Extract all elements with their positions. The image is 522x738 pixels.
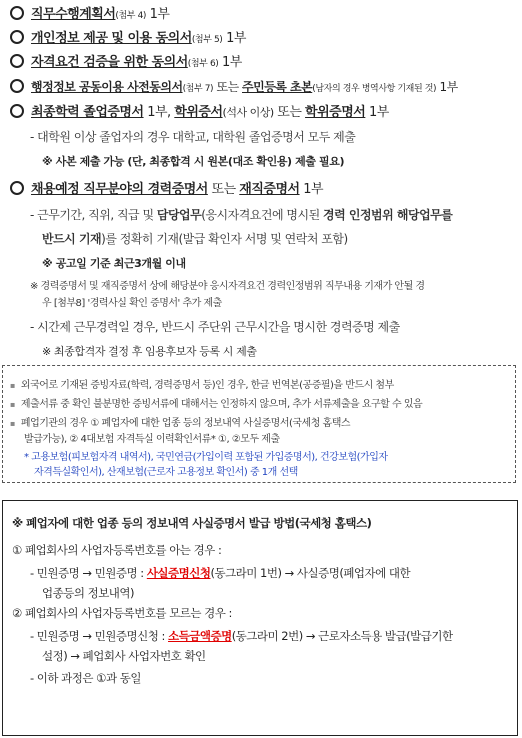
item-privacy-consent bbox=[10, 30, 246, 45]
text-bold: 경력 인정범위 해당업무를 bbox=[323, 208, 453, 222]
text-part: (동그라미 2번) → 근로자소득용 발급(발급기한 bbox=[231, 629, 453, 643]
highlight-text: 사실증명신청 bbox=[146, 566, 211, 580]
item-note-line1: ※ 경력증명서 및 재직증명서 상에 해당분야 응시자격요건 경력인정범위 직무내용 기재가 안될 경 bbox=[30, 281, 425, 292]
square-bullet-icon: ▪ bbox=[10, 419, 15, 428]
notice-text: 제출서류 중 확인 불분명한 증빙서류에 대해서는 인정하지 않으며, 추가 서류제출을 요구할 수 있음 bbox=[20, 399, 423, 410]
circle-bullet-icon bbox=[10, 79, 24, 93]
procedure-case3: - 이하 과정은 ①과 동일 bbox=[30, 671, 141, 685]
notice-bullet bbox=[10, 400, 422, 410]
highlight-text: 소득금액증명 bbox=[168, 629, 232, 643]
square-bullet-icon: ▪ bbox=[10, 381, 15, 390]
item-suffix: (첨부 7) bbox=[182, 84, 214, 94]
item-title: 개인정보 제공 및 이용 동의서 bbox=[31, 31, 192, 46]
text-part: )를 정확히 기재(발급 확인자 서명 및 연락처 포함) bbox=[101, 232, 348, 246]
item-suffix: (첨부 4) bbox=[115, 11, 147, 21]
text-bold: 담당업무 bbox=[156, 208, 202, 222]
item-title-alt2: 학위증명서 bbox=[305, 105, 366, 120]
text-part: (응시자격요건에 명시된 bbox=[201, 208, 320, 222]
circle-bullet-icon bbox=[10, 30, 24, 44]
item-suffix: (첨부 5) bbox=[191, 35, 223, 45]
item-career-cert bbox=[10, 181, 323, 196]
notice-text: 외국어로 기재된 증빙자료(학력, 경력증명서 등)인 경우, 한글 번역본(공증필)을 반드시 첨부 bbox=[20, 380, 394, 391]
item-sub-text bbox=[42, 233, 348, 245]
text-part: - 민원증명 → 민원증명 : bbox=[30, 566, 144, 580]
item-sub-text: - 시간제 근무경력일 경우, 반드시 주단위 근무시간을 명시한 경력증명 제출 bbox=[30, 320, 400, 334]
procedure-case2-step bbox=[30, 631, 453, 643]
item-count: 1부 bbox=[303, 182, 324, 197]
item-count: 1부 bbox=[439, 80, 458, 94]
item-admin-info-consent bbox=[10, 79, 458, 94]
item-count: 1부 bbox=[149, 7, 170, 22]
item-star-note: ※ 최종합격자 결정 후 임용후보자 등록 시 제출 bbox=[42, 345, 257, 358]
item-star-note: ※ 공고일 기준 최근3개월 이내 bbox=[42, 257, 186, 270]
procedure-case1-step bbox=[30, 568, 410, 580]
item-count: 1부 bbox=[222, 55, 242, 70]
item-graduation-cert bbox=[10, 104, 389, 119]
item-or: 또는 bbox=[216, 80, 239, 94]
item-title-alt: 학위증서 bbox=[174, 105, 223, 120]
notice-text: 폐업기관의 경우 ① 폐업자에 대한 업종 등의 정보내역 사실증명서(국세청 홈택스 bbox=[20, 418, 351, 429]
circle-bullet-icon bbox=[10, 54, 24, 68]
text-part: - 민원증명 → 민원증명신청 : bbox=[30, 629, 165, 643]
procedure-case2-step-cont: 설정) → 폐업회사 사업자번호 확인 bbox=[42, 649, 206, 663]
item-or: 또는 bbox=[211, 182, 236, 197]
text-part: (동그라미 1번) → 사실증명(폐업자에 대한 bbox=[210, 566, 411, 580]
notice-star-text: 자격득실확인서), 산재보험(근로자 고용정보 확인서) 중 1개 선택 bbox=[34, 467, 298, 478]
item-sub-text: - 대학원 이상 졸업자의 경우 대학교, 대학원 졸업증명서 모두 제출 bbox=[30, 130, 356, 144]
item-title: 최종학력 졸업증명서 bbox=[31, 105, 144, 120]
notice-bullet bbox=[10, 381, 394, 391]
notice-star-text: * 고용보험(피보험자격 내역서), 국민연금(가입이력 포함된 가입증명서), 건강보험(가입자 bbox=[24, 452, 388, 463]
item-title-alt: 주민등록 초본 bbox=[242, 80, 313, 94]
text-bold: 반드시 기재 bbox=[42, 232, 102, 246]
procedure-title: ※ 폐업자에 대한 업종 등의 정보내역 사실증명서 발급 방법(국세청 홈택스) bbox=[12, 516, 372, 530]
notice-bullet bbox=[10, 419, 350, 429]
notice-text-cont: 발급가능), ② 4대보험 자격득실 이력확인서류* ①, ②모두 제출 bbox=[24, 434, 280, 445]
item-title: 행정정보 공동이용 사전동의서 bbox=[31, 80, 183, 94]
item-count: 1부 bbox=[226, 31, 246, 46]
text-part: - 근무기간, 직위, 직급 및 bbox=[30, 208, 154, 222]
procedure-case2: ② 폐업회사의 사업자등록번호를 모르는 경우 : bbox=[12, 606, 232, 620]
item-title: 채용예정 직무분야의 경력증명서 bbox=[31, 182, 208, 197]
item-count: 1부, bbox=[147, 105, 171, 120]
item-title-alt: 재직증명서 bbox=[239, 182, 300, 197]
square-bullet-icon: ▪ bbox=[10, 400, 15, 409]
item-or: 또는 bbox=[277, 105, 302, 120]
circle-bullet-icon bbox=[10, 104, 24, 118]
item-note: (남자의 경우 병역사항 기재된 것) bbox=[312, 84, 437, 94]
item-note-line2: 우 [첨부8] '경력사실 확인 증명서' 추가 제출 bbox=[42, 298, 222, 309]
item-sub-text bbox=[30, 209, 452, 221]
item-count: 1부 bbox=[368, 105, 389, 120]
item-note: (석사 이상) bbox=[222, 106, 274, 119]
item-title: 직무수행계획서 bbox=[31, 7, 116, 22]
item-title: 자격요건 검증을 위한 동의서 bbox=[31, 55, 188, 70]
item-qualification-consent bbox=[10, 54, 242, 69]
item-star-note: ※ 사본 제출 가능 (단, 최종합격 시 원본(대조 확인용) 제출 필요) bbox=[42, 155, 345, 168]
item-work-plan bbox=[10, 6, 170, 21]
circle-bullet-icon bbox=[10, 6, 24, 20]
procedure-case1-step-cont: 업종등의 정보내역) bbox=[42, 586, 135, 600]
item-suffix: (첨부 6) bbox=[187, 59, 219, 69]
circle-bullet-icon bbox=[10, 181, 24, 195]
procedure-case1: ① 폐업회사의 사업자등록번호를 아는 경우 : bbox=[12, 543, 222, 557]
